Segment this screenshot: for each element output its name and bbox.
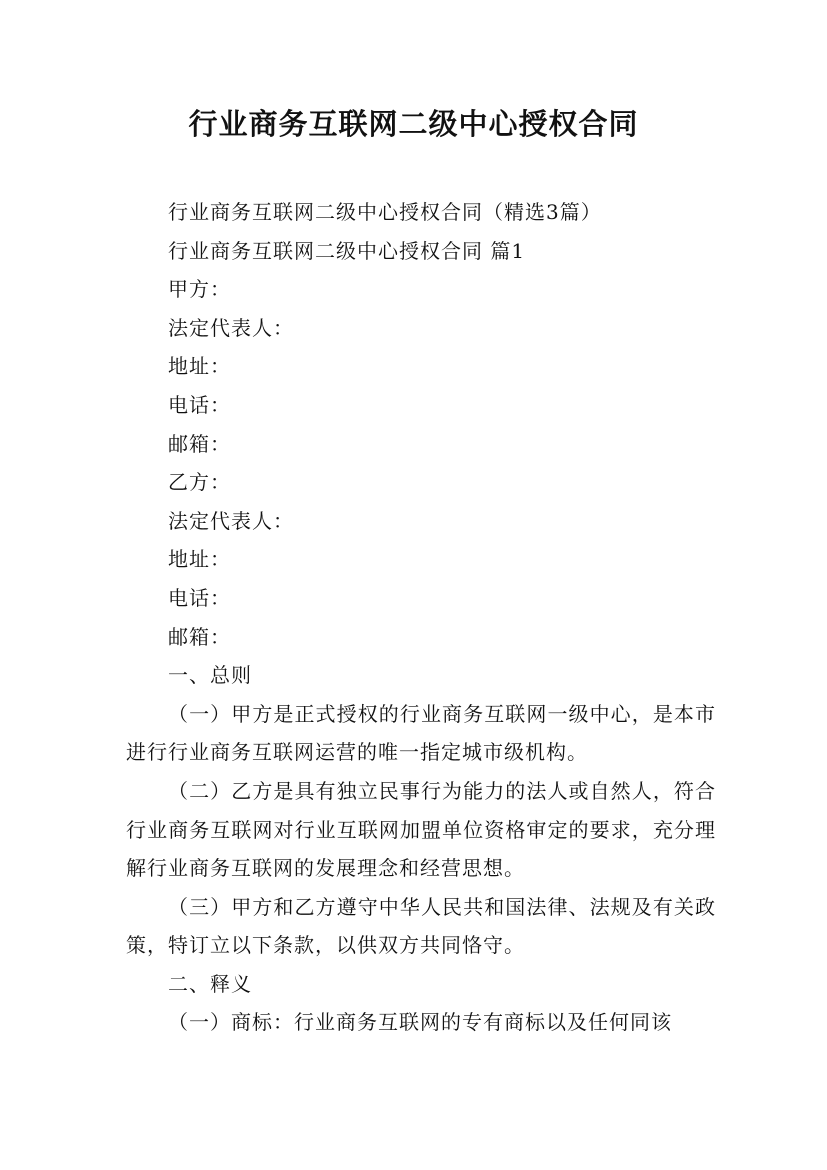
party-b-phone: 电话： (168, 585, 231, 610)
party-a-email: 邮箱： (168, 431, 231, 456)
definitions-clause-1: （一）商标：行业商务互联网的专有商标以及任何同该 (168, 1010, 672, 1035)
document-title: 行业商务互联网二级中心授权合同 (188, 107, 639, 141)
party-a-address: 地址： (168, 354, 231, 379)
paragraph-section-heading: 行业商务互联网二级中心授权合同 篇1 (168, 238, 526, 263)
party-b-representative: 法定代表人： (168, 508, 294, 533)
section-definitions-heading: 二、释义 (168, 971, 252, 996)
party-b-email: 邮箱： (168, 624, 231, 649)
party-a-phone: 电话： (168, 392, 231, 417)
section-general-heading: 一、总则 (168, 663, 252, 688)
party-a-label: 甲方： (168, 277, 231, 302)
general-clause-3: （三）甲方和乙方遵守中华人民共和国法律、法规及有关政策，特订立以下条款，以供双方共同恪守。 (126, 894, 716, 958)
party-a-representative: 法定代表人： (168, 315, 294, 340)
paragraph-subtitle: 行业商务互联网二级中心授权合同（精选3篇） (168, 200, 602, 224)
document-body (126, 193, 716, 1042)
general-clause-2: （二）乙方是具有独立民事行为能力的法人或自然人，符合行业商务互联网对行业互联网加盟单位资格审定的要求，充分理解行业商务互联网的发展理念和经营思想。 (126, 778, 716, 881)
party-b-address: 地址： (168, 547, 231, 572)
general-clause-1: （一）甲方是正式授权的行业商务互联网一级中心，是本市进行行业商务互联网运营的唯一指定城市级机构。 (126, 701, 716, 765)
party-b-label: 乙方： (168, 470, 231, 495)
